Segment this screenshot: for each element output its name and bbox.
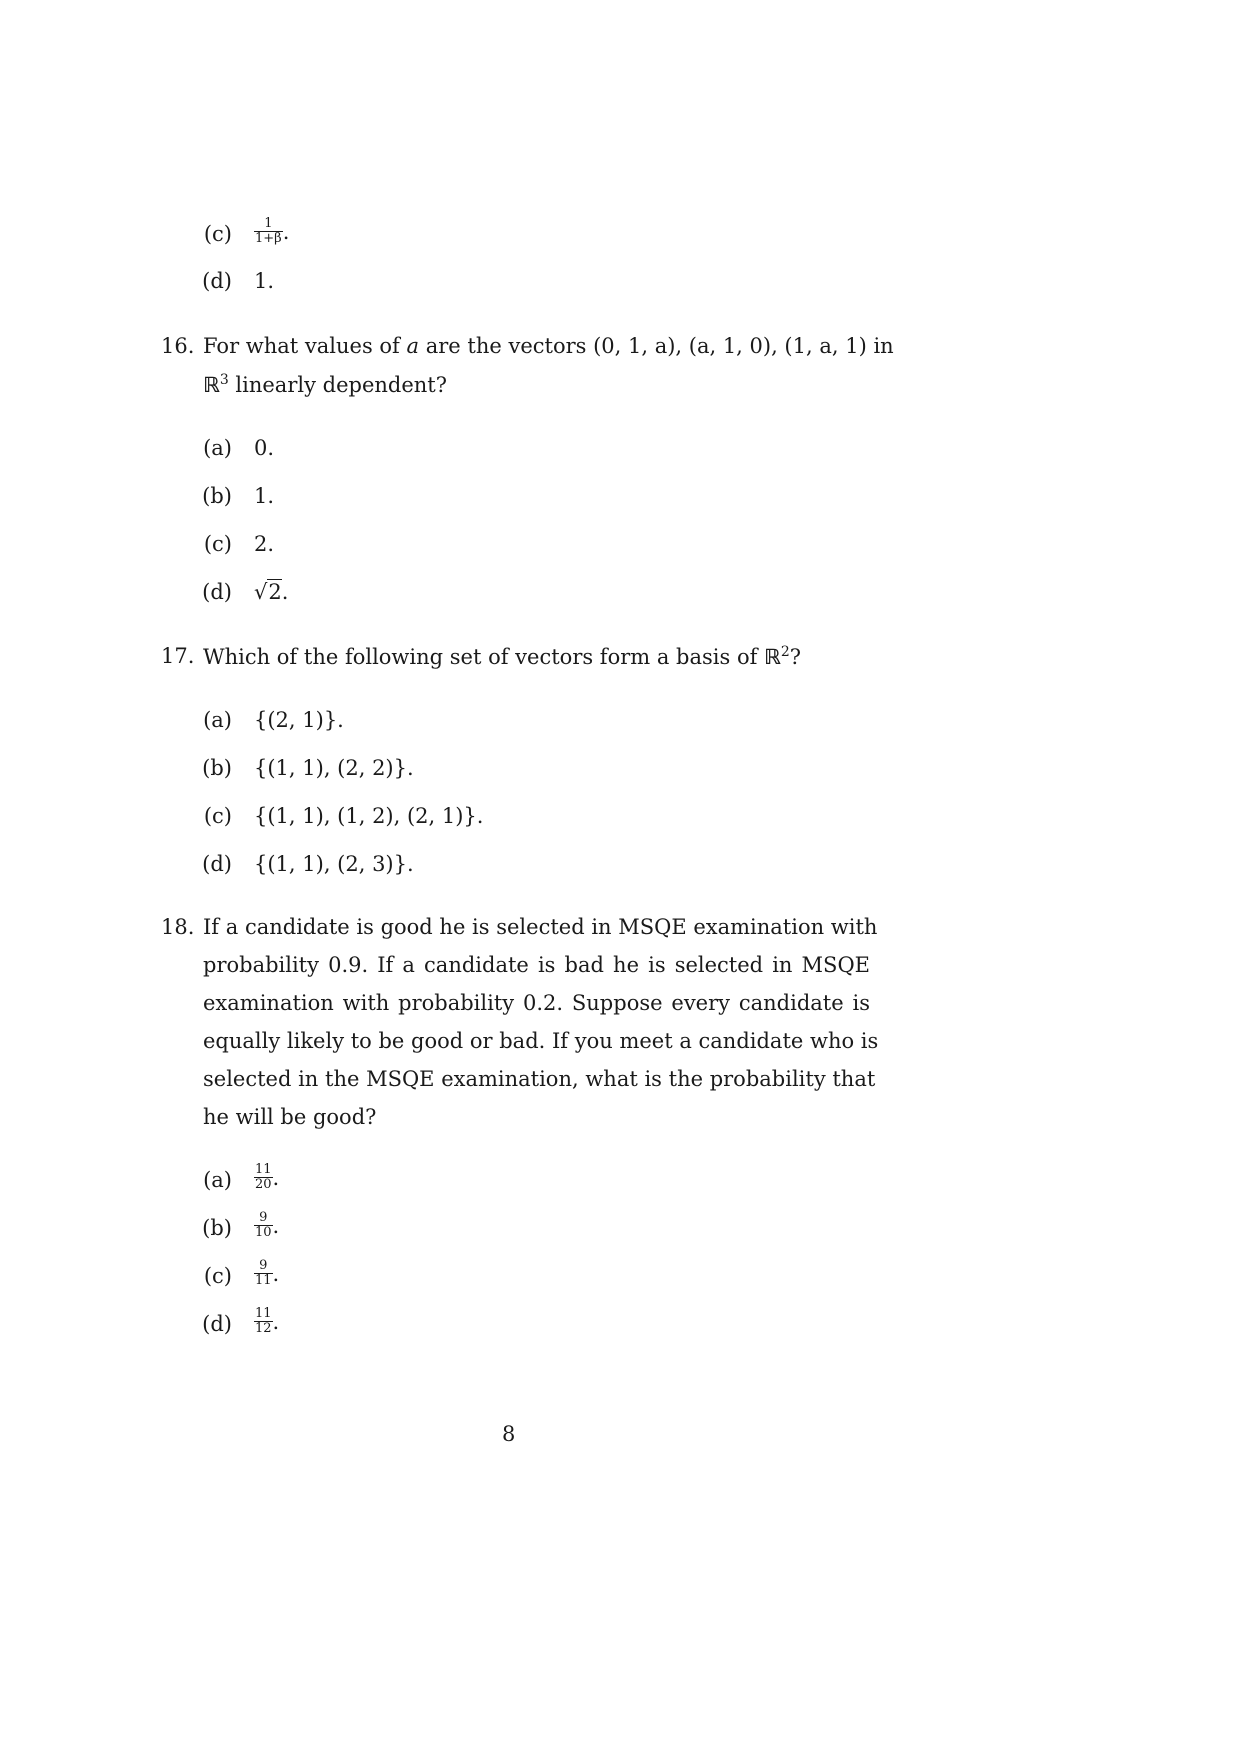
option-label: (c) xyxy=(203,804,232,828)
page-number: 8 xyxy=(502,1422,516,1446)
option-label: (c) xyxy=(203,532,232,556)
option-label: (b) xyxy=(202,1216,232,1240)
option-label: (b) xyxy=(202,484,232,508)
question-stem-line-5: selected in the MSQE examination, what is the probability that xyxy=(203,1067,876,1091)
option-text xyxy=(254,580,288,604)
fraction-numerator: 9 xyxy=(259,1210,268,1226)
option-text: {(1, 1), (2, 3)}. xyxy=(254,852,414,876)
option-text xyxy=(254,216,290,246)
option-label: (a) xyxy=(203,708,232,732)
option-label: (a) xyxy=(203,436,232,460)
radicand: 2 xyxy=(268,580,282,604)
question-stem-line-1 xyxy=(203,334,894,358)
option-label: (a) xyxy=(203,1168,232,1192)
fraction-denominator: 10 xyxy=(255,1225,272,1240)
option-label: (d) xyxy=(202,269,232,293)
option-text xyxy=(254,1306,280,1336)
question-stem-line-4: equally likely to be good or bad. If you meet a candidate who is xyxy=(203,1029,879,1053)
question-stem xyxy=(203,644,801,669)
option-label: (c) xyxy=(203,222,232,246)
question-stem-line-2 xyxy=(203,372,447,397)
option-text: {(1, 1), (1, 2), (2, 1)}. xyxy=(254,804,484,828)
fraction-numerator: 11 xyxy=(255,1306,272,1322)
fraction-numerator: 11 xyxy=(255,1162,272,1178)
option-text: {(2, 1)}. xyxy=(254,708,344,732)
option-label: (d) xyxy=(202,580,232,604)
fraction-numerator: 9 xyxy=(259,1258,268,1274)
question-number: 18. xyxy=(161,915,195,939)
fraction xyxy=(254,217,283,245)
real-numbers-symbol: ℝ xyxy=(764,645,781,669)
stem-text: are the vectors xyxy=(419,334,594,358)
option-text: 1. xyxy=(254,269,275,293)
option-suffix: . xyxy=(272,1166,280,1190)
question-stem-line-3: examination with probability 0.2. Suppose every candidate is xyxy=(203,991,870,1015)
option-text xyxy=(254,1162,280,1192)
fraction xyxy=(254,1163,273,1191)
stem-text: ? xyxy=(789,645,802,669)
question-number: 17. xyxy=(161,644,195,668)
stem-text: For what values of xyxy=(203,334,407,358)
variable-a: a xyxy=(406,334,420,358)
stem-text: linearly dependent? xyxy=(228,373,447,397)
fraction xyxy=(254,1211,273,1239)
square-root xyxy=(254,580,282,604)
fraction-denominator: 1+β xyxy=(255,231,282,246)
option-suffix: . xyxy=(272,1214,280,1238)
fraction-denominator: 20 xyxy=(255,1177,272,1192)
option-label: (b) xyxy=(202,756,232,780)
option-text xyxy=(254,1210,280,1240)
question-stem-line-2: probability 0.9. If a candidate is bad he is selected in MSQE xyxy=(203,953,870,977)
stem-text: in xyxy=(866,334,894,358)
fraction-denominator: 11 xyxy=(255,1273,272,1288)
option-text: 0. xyxy=(254,436,275,460)
option-suffix: . xyxy=(281,580,289,604)
question-stem-line-1: If a candidate is good he is selected in MSQE examination with xyxy=(203,915,878,939)
fraction xyxy=(254,1259,273,1287)
radical-sign-icon: √ xyxy=(254,580,268,604)
option-text: {(1, 1), (2, 2)}. xyxy=(254,756,414,780)
exponent: 3 xyxy=(219,372,229,388)
stem-text: Which of the following set of vectors form a basis of xyxy=(203,645,765,669)
fraction xyxy=(254,1307,273,1335)
fraction-numerator: 1 xyxy=(264,216,273,232)
real-numbers-symbol: ℝ xyxy=(203,373,220,397)
exponent: 2 xyxy=(780,644,790,660)
question-stem-line-6: he will be good? xyxy=(203,1105,377,1129)
vector-list: (0, 1, a), (a, 1, 0), (1, a, 1) xyxy=(593,334,867,358)
option-suffix: . xyxy=(282,220,290,244)
question-number: 16. xyxy=(161,334,195,358)
option-text: 2. xyxy=(254,532,275,556)
option-suffix: . xyxy=(272,1262,280,1286)
option-text xyxy=(254,1258,280,1288)
option-suffix: . xyxy=(272,1310,280,1334)
option-text: 1. xyxy=(254,484,275,508)
option-label: (d) xyxy=(202,852,232,876)
option-label: (c) xyxy=(203,1264,232,1288)
fraction-denominator: 12 xyxy=(255,1321,272,1336)
option-label: (d) xyxy=(202,1312,232,1336)
